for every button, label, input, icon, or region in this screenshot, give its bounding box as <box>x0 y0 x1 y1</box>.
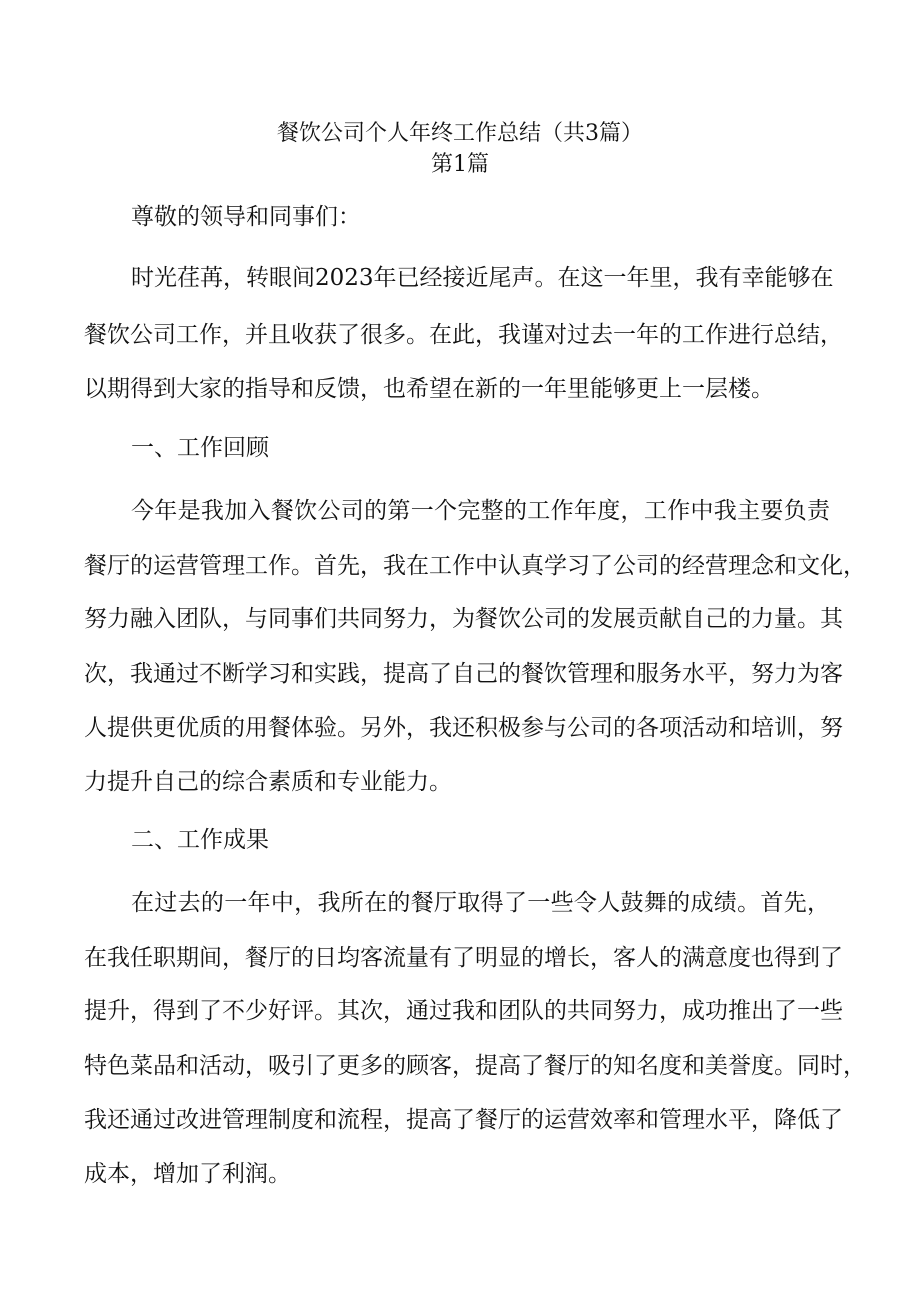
paragraph-1-line-2: 餐饮公司工作，并且收获了很多。在此，我谨对过去一年的工作进行总结， <box>84 322 843 348</box>
document-subtitle: 第1篇 <box>431 152 489 177</box>
paragraph-1-line-3: 以期得到大家的指导和反馈，也希望在新的一年里能够更上一层楼。 <box>84 376 774 402</box>
paragraph-2-line-6: 力提升自己的综合素质和专业能力。 <box>84 769 452 795</box>
paragraph-3-line-1: 在过去的一年中，我所在的餐厅取得了一些令人鼓舞的成绩。首先， <box>131 890 830 916</box>
salutation: 尊敬的领导和同事们： <box>131 204 361 230</box>
paragraph-3-line-4: 特色菜品和活动，吸引了更多的顾客，提高了餐厅的知名度和美誉度。同时， <box>84 1053 866 1079</box>
paragraph-3-line-6: 成本，增加了利润。 <box>84 1161 291 1187</box>
paragraph-3-line-3: 提升，得到了不少好评。其次，通过我和团队的共同努力，成功推出了一些 <box>84 998 843 1024</box>
paragraph-3-line-5: 我还通过改进管理制度和流程，提高了餐厅的运营效率和管理水平，降低了 <box>84 1107 843 1133</box>
paragraph-2-line-2: 餐厅的运营管理工作。首先，我在工作中认真学习了公司的经营理念和文化， <box>84 553 866 579</box>
section-heading-review: 一、工作回顾 <box>131 435 269 461</box>
paragraph-3-line-2: 在我任职期间，餐厅的日均客流量有了明显的增长，客人的满意度也得到了 <box>84 945 843 971</box>
paragraph-2-line-4: 次，我通过不断学习和实践，提高了自己的餐饮管理和服务水平，努力为客 <box>84 661 843 687</box>
paragraph-2-line-1: 今年是我加入餐饮公司的第一个完整的工作年度，工作中我主要负责 <box>131 498 830 524</box>
paragraph-2-line-3: 努力融入团队，与同事们共同努力，为餐饮公司的发展贡献自己的力量。其 <box>84 606 843 632</box>
document-title: 餐饮公司个人年终工作总结（共3篇） <box>277 121 643 146</box>
section-heading-results: 二、工作成果 <box>131 827 269 853</box>
paragraph-1-line-1: 时光荏苒，转眼间2023年已经接近尾声。在这一年里，我有幸能够在 <box>131 265 834 291</box>
paragraph-2-line-5: 人提供更优质的用餐体验。另外，我还积极参与公司的各项活动和培训，努 <box>84 715 843 741</box>
